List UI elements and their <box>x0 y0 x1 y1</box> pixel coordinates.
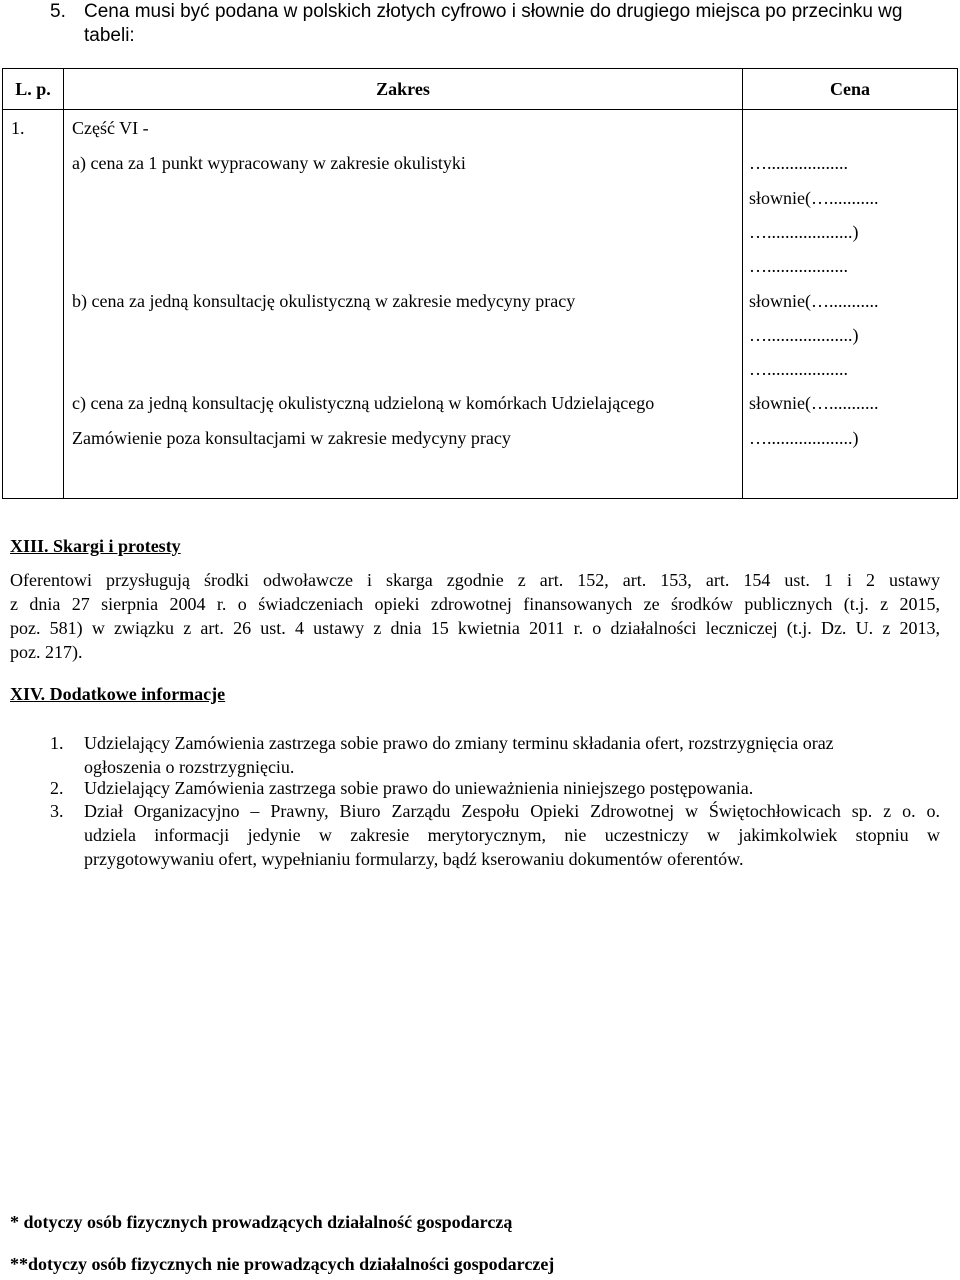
list-item-number: 3. <box>50 801 64 821</box>
section-13-paragraph <box>10 568 940 664</box>
section-13-line: poz. 217). <box>10 642 83 662</box>
section-13-title: XIII. Skargi i protesty <box>10 536 181 556</box>
list-item <box>84 776 940 800</box>
section-13-line: poz. 581) w związku z art. 26 ust. 4 ustawy z dnia 15 kwietnia 2011 r. o działalności leczniczej (t.j. Dz. U. z 2013, <box>10 618 940 638</box>
list-item <box>84 799 940 871</box>
row-number: 1. <box>11 118 25 138</box>
price-b-words: słownie(…........... <box>749 291 879 311</box>
list-item-line: Dział Organizacyjno – Prawny, Biuro Zarządu Zespołu Opieki Zdrowotnej w Świętochłowicach sp. z o. o. <box>84 801 940 821</box>
price-c-words: słownie(…........... <box>749 393 879 413</box>
list-item-number: 2. <box>50 778 64 798</box>
list-item-line: przygotowywaniu ofert, wypełnianiu formularzy, bądź kserowaniu dokumentów oferentów. <box>84 849 744 869</box>
list-item-line: udziela informacji jedynie w zakresie merytorycznym, nie uczestniczy w jakimkolwiek stopniu w <box>84 825 940 845</box>
item-b-label: b) cena za jedną konsultację okulistyczną w zakresie medycyny pracy <box>72 291 576 311</box>
part-title: Część VI - <box>72 118 149 138</box>
cell-lp <box>3 110 64 499</box>
item-c-label-line1: c) cena za jedną konsultację okulistyczną udzieloną w komórkach Udzielającego <box>72 393 655 413</box>
section-13-line: Oferentowi przysługują środki odwoławcze i skarga zgodnie z art. 152, art. 153, art. 154 ust. 1 i 2 ustawy <box>10 570 940 590</box>
list-item-line: Udzielający Zamówienia zastrzega sobie prawo do zmiany terminu składania ofert, rozstrzygnięcia oraz <box>84 733 834 753</box>
section-13-line: z dnia 27 sierpnia 2004 r. o świadczeniach opieki zdrowotnej finansowanych ze środków publicznych (t.j. z 2015, <box>10 594 940 614</box>
price-c-line1: ….................. <box>749 359 848 379</box>
cell-zakres <box>64 110 743 499</box>
item-a-label: a) cena za 1 punkt wypracowany w zakresie okulistyki <box>72 153 466 173</box>
table-row <box>3 110 958 499</box>
header-lp: L. p. <box>3 69 64 110</box>
price-b-line1: ….................. <box>749 256 848 276</box>
price-a-words: słownie(…........... <box>749 188 879 208</box>
section-14-title: XIV. Dodatkowe informacje <box>10 684 226 704</box>
intro-text: Cena musi być podana w polskich złotych cyfrowo i słownie do drugiego miejsca po przecinku wg tabeli: <box>84 1 903 46</box>
footnote-single-asterisk: * dotyczy osób fizycznych prowadzących działalność gospodarczą <box>10 1212 513 1232</box>
header-cena: Cena <box>743 69 958 110</box>
price-table <box>2 68 958 499</box>
price-c-line3: …...................) <box>749 428 859 448</box>
footnote-double-asterisk: **dotyczy osób fizycznych nie prowadzących działalności gospodarczej <box>10 1254 555 1274</box>
list-item-line: Udzielający Zamówienia zastrzega sobie prawo do unieważnienia niniejszego postępowania. <box>84 778 754 798</box>
intro-number: 5. <box>50 1 66 22</box>
item-c-label-line2: Zamówienie poza konsultacjami w zakresie medycyny pracy <box>72 428 511 448</box>
list-item-number: 1. <box>50 733 64 753</box>
header-zakres: Zakres <box>64 69 743 110</box>
table-header-row <box>3 69 958 110</box>
list-item <box>84 731 940 779</box>
price-b-line3: …...................) <box>749 325 859 345</box>
price-a-line3: …...................) <box>749 222 859 242</box>
cell-cena <box>743 110 958 499</box>
price-a-line1: ….................. <box>749 153 848 173</box>
list-item-line: ogłoszenia o rozstrzygnięciu. <box>84 757 295 777</box>
